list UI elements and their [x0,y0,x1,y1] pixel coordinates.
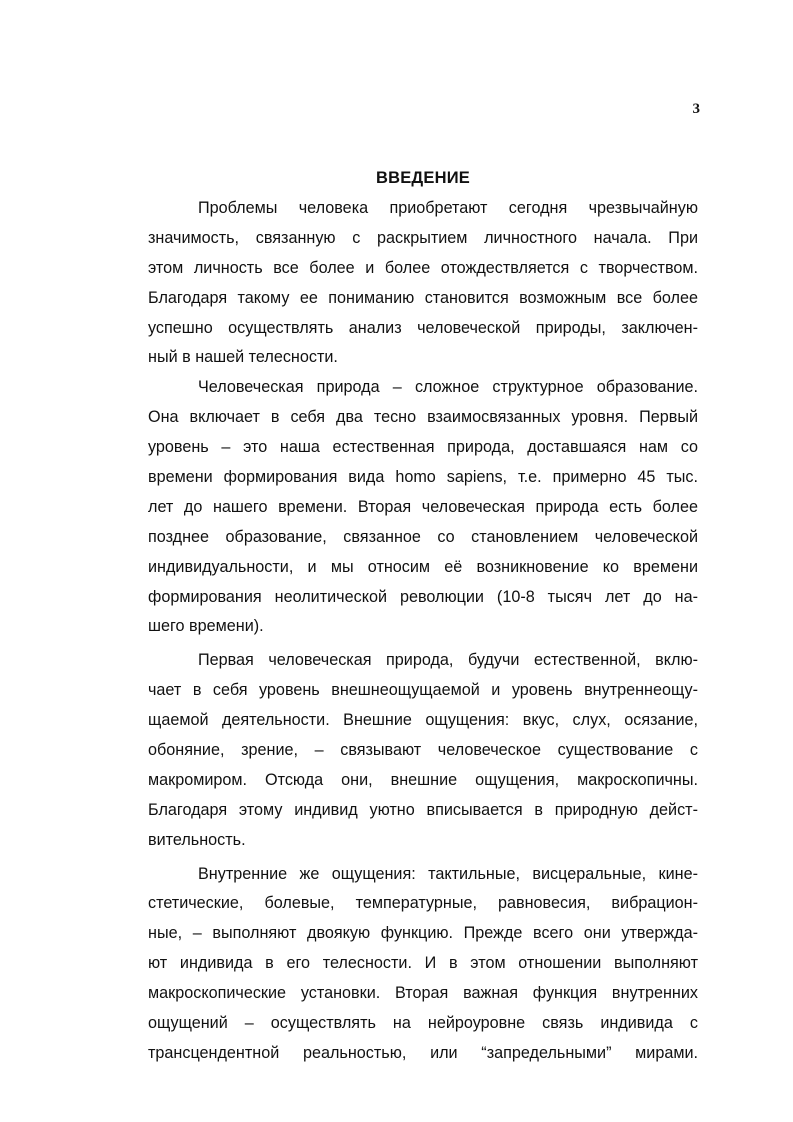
text-line: щаемой деятельности. Внешние ощущения: вкус, слух, осязание, [148,711,698,730]
text-line: уровень – это наша естественная природа, доставшаяся нам со [148,438,698,457]
text-line: Проблемы человека приобретают сегодня чрезвычайную [198,199,698,217]
page-number: 3 [692,101,700,117]
text-line: макромиром. Отсюда они, внешние ощущения, макроскопичны. [148,770,698,789]
text-line: обоняние, зрение, – связывают человеческое существование с [148,741,698,760]
text-line: формирования неолитической революции (10-8 тысяч лет до на- [148,587,698,606]
text-line: стетические, болевые, температурные, равновесия, вибрацион- [148,894,698,913]
text-line: Человеческая природа – сложное структурное образование. [198,378,698,397]
text-line: ют индивида в его телесности. И в этом отношении выполняют [148,954,698,973]
text-line: значимость, связанную с раскрытием личностного начала. При [148,228,698,247]
text-line: шего времени). [148,617,264,636]
text-line: Внутренние же ощущения: тактильные, висцеральные, кине- [198,864,698,883]
text-line: Она включает в себя два тесно взаимосвязанных уровня. Первый [148,408,698,427]
text-line: индивидуальности, и мы относим её возникновение ко времени [148,557,698,576]
text-line: Первая человеческая природа, будучи естественной, вклю- [198,651,698,670]
text-line: времени формирования вида homo sapiens, т.е. примерно 45 тыс. [148,468,698,487]
text-line: макроскопические установки. Вторая важная функция внутренних [148,984,698,1003]
text-line: трансцендентной реальностью, или “запредельными” мирами. [148,1043,698,1062]
text-line: этом личность все более и более отождествляется с творчеством. [148,258,698,277]
text-line: ощущений – осуществлять на нейроуровне связь индивида с [148,1014,698,1033]
section-heading: ВВЕДЕНИЕ [376,169,470,187]
text-line: чает в себя уровень внешнеощущаемой и уровень внутреннеощу- [148,681,698,700]
text-line: позднее образование, связанное со становлением человеческой [148,527,698,546]
text-line: ные, – выполняют двоякую функцию. Прежде всего они утвержда- [148,924,698,943]
text-line: вительность. [148,830,246,849]
text-line: Благодаря такому ее пониманию становится возможным все более [148,288,698,307]
text-line: ный в нашей телесности. [148,348,338,367]
body-text [148,194,698,1069]
text-line: Благодаря этому индивид уютно вписывается в природную дейст- [148,800,698,819]
text-line: успешно осуществлять анализ человеческой природы, заключен- [148,318,698,337]
text-line: лет до нашего времени. Вторая человеческая природа есть более [148,497,698,516]
